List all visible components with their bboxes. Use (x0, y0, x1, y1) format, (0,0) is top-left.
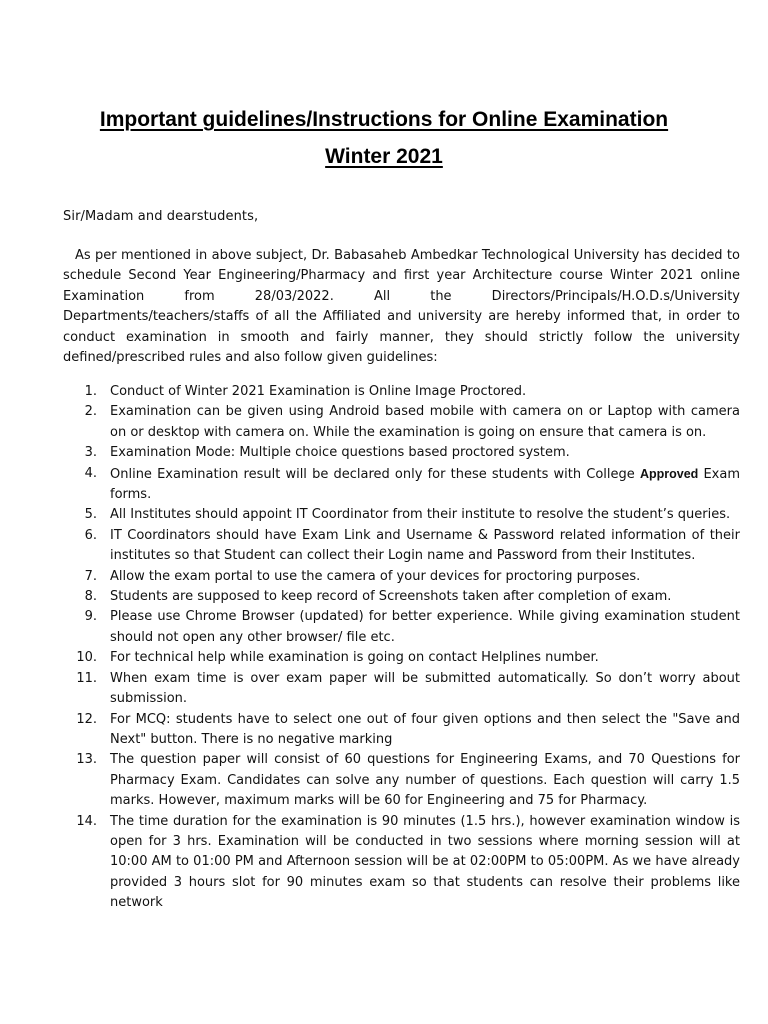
guideline-number: 10. (76, 650, 97, 666)
guideline-bold-text: Approved (639, 466, 699, 481)
document-title: Important guidelines/Instructions for Online Examination (99, 108, 669, 131)
guideline-number: 9. (84, 609, 97, 625)
guideline-item (63, 402, 740, 443)
guideline-number: 8. (84, 589, 97, 605)
guideline-text: For technical help while examination is going on contact Helplines number. (110, 650, 599, 666)
guideline-text: The question paper will consist of 60 questions for Engineering Exams, and 70 Questions for Pharmacy Exam. Candidates can solve any number of questions. Each question will carry 1.5 marks. However, maximum marks will be 60 for Engineering and 75 for Pharmacy. (110, 752, 740, 809)
guideline-item (63, 587, 740, 607)
guideline-text: Conduct of Winter 2021 Examination is Online Image Proctored. (110, 384, 527, 399)
guideline-number: 1. (84, 384, 97, 399)
guideline-item (63, 710, 740, 751)
guideline-number: 5. (84, 507, 97, 523)
guideline-item (63, 464, 740, 506)
guideline-text: Allow the exam portal to use the camera of your devices for proctoring purposes. (110, 568, 641, 584)
guideline-text: The time duration for the examination is 90 minutes (1.5 hrs.), however examination window is open for 3 hrs. Examination will be conducted in two sessions where morning session will at 10:00 AM to 01:00 PM and Afternoon session will be at 02:00PM to 05:00PM. As we have already provided 3 hours slot for 90 minutes exam so that students can resolve their problems like network (110, 813, 740, 911)
guidelines-list (63, 382, 740, 914)
guideline-text: For MCQ: students have to select one out of four given options and then select the "Save and Next" button. There is no negative marking (110, 711, 740, 747)
guideline-item (63, 382, 740, 402)
guideline-number: 6. (84, 527, 97, 543)
guideline-text: Please use Chrome Browser (updated) for better experience. While giving examination student should not open any other browser/ file etc. (110, 609, 740, 645)
guideline-item (63, 648, 740, 668)
guideline-number: 4. (84, 465, 97, 481)
guideline-number: 11. (76, 670, 97, 686)
guideline-text-continued: Exam forms. (110, 466, 740, 503)
guideline-item (63, 443, 740, 463)
guideline-number: 12. (76, 711, 97, 727)
guideline-number: 13. (76, 752, 97, 768)
document-subtitle: Winter 2021 (325, 145, 443, 168)
guideline-text: IT Coordinators should have Exam Link and Username & Password related information of their institutes so that Student can collect their Login name and Password from their Institutes. (110, 527, 740, 564)
salutation: Sir/Madam and dearstudents, (63, 209, 259, 224)
guideline-text: Students are supposed to keep record of Screenshots taken after completion of exam. (110, 589, 672, 605)
guideline-number: 14. (76, 813, 97, 829)
guideline-text: All Institutes should appoint IT Coordinator from their institute to resolve the student’s queries. (110, 507, 731, 523)
guideline-item (63, 750, 740, 811)
guideline-text: Online Examination result will be declared only for these students with College (110, 466, 635, 482)
guideline-number: 7. (84, 568, 97, 584)
guideline-text: Examination Mode: Multiple choice questions based proctored system. (110, 445, 570, 461)
guideline-number: 3. (84, 445, 97, 461)
guideline-text: Examination can be given using Android based mobile with camera on or Laptop with camera on or desktop with camera on. While the examination is going on ensure that camera is on. (110, 404, 740, 440)
intro-paragraph: As per mentioned in above subject, Dr. Babasaheb Ambedkar Technological University has decided to schedule Second Year Engineering/Pharmacy and first year Architecture course Winter 2021 online Examination from 28/03/2022. All the Directors/Principals/H.O.D.s/University Departments/teachers/staffs of all the Affiliated and university are hereby informed that, in order to conduct examination in smooth and fairly manner, they should strictly follow the university defined/prescribed rules and also follow given guidelines: (63, 248, 740, 366)
guideline-item (63, 669, 740, 710)
guideline-item (63, 567, 740, 587)
guideline-item (63, 526, 740, 567)
guideline-item (63, 812, 740, 914)
guideline-text: When exam time is over exam paper will be submitted automatically. So don’t worry about submission. (110, 670, 740, 707)
guideline-item (63, 505, 740, 525)
guideline-number: 2. (84, 404, 97, 420)
guideline-item (63, 607, 740, 648)
